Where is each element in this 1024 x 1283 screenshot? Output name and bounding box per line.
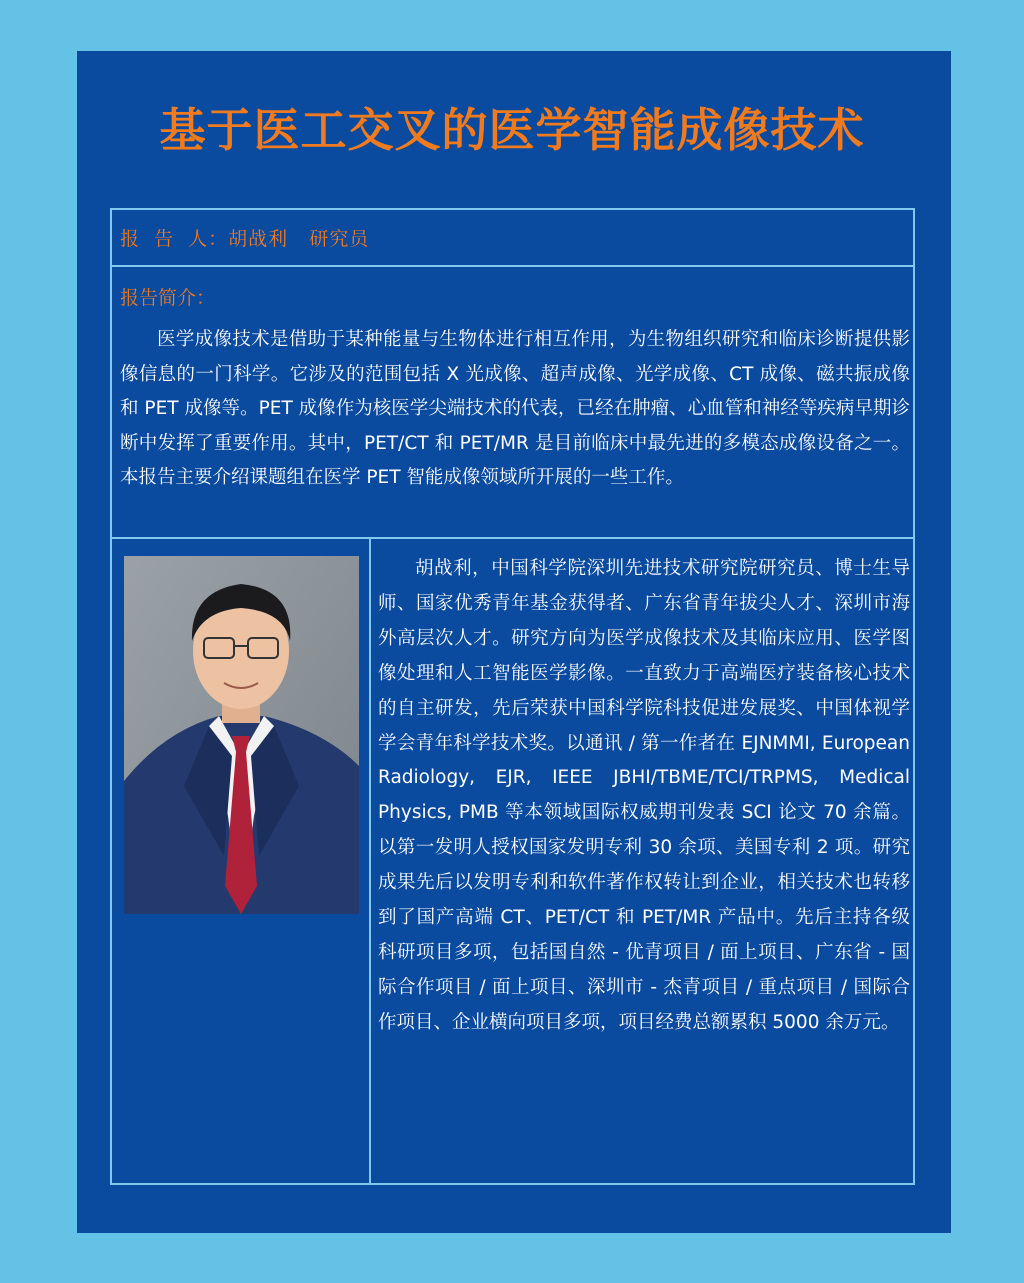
column-divider — [369, 539, 371, 1183]
speaker-position: 研究员 — [309, 228, 370, 250]
speaker-name: 胡战利 — [228, 228, 289, 250]
bio-row — [112, 539, 913, 1183]
bio-text: 胡战利，中国科学院深圳先进技术研究院研究员、博士生导师、国家优秀青年基金获得者、广东省青年拔尖人才、深圳市海外高层次人才。研究方向为医学成像技术及其临床应用、医学图像处理和人工智能医学影像。一直致力于高端医疗装备核心技术的自主研发，先后荣获中国科学院科技促进发展奖、中国体视学学会青年科学技术奖。以通讯 / 第一作者在 EJNMMI, European Radiology, EJR, IEEE JBHI/TBME/TCI/TRPMS, Medical Physics, PMB 等本领域国际权威期刊发表 SCI 论文 70 余篇。以第一发明人授权国家发明专利 30 余项、美国专利 2 项。研究成果先后以发明专利和软件著作权转让到企业，相关技术也转移到了国产高端 CT、PET/CT 和 PET/MR 产品中。先后主持各级科研项目多项，包括国自然 - 优青项目 / 面上项目、广东省 - 国际合作项目 / 面上项目、深圳市 - 杰青项目 / 重点项目 / 国际合作项目、企业横向项目多项，项目经费总额累积 5000 余万元。 — [378, 558, 910, 1033]
abstract-label: 报告简介： — [120, 287, 216, 309]
abstract-text: 医学成像技术是借助于某种能量与生物体进行相互作用，为生物组织研究和临床诊断提供影像信息的一门科学。它涉及的范围包括 X 光成像、超声成像、光学成像、CT 成像、磁共振成像和 PET 成像等。PET 成像作为核医学尖端技术的代表，已经在肿瘤、心血管和神经等疾病早期诊断中发挥了重要作用。其中，PET/CT 和 PET/MR 是目前临床中最先进的多模态成像设备之一。本报告主要介绍课题组在医学 PET 智能成像领域所开展的一些工作。 — [120, 329, 910, 488]
abstract-row — [112, 267, 913, 539]
speaker-photo — [124, 556, 359, 914]
page-title: 基于医工交叉的医学智能成像技术 — [159, 103, 865, 157]
speaker-line — [120, 224, 369, 251]
speaker-row — [112, 210, 913, 267]
portrait-image — [124, 556, 359, 914]
speaker-label: 报 告 人： — [120, 228, 229, 250]
info-table — [110, 208, 915, 1185]
